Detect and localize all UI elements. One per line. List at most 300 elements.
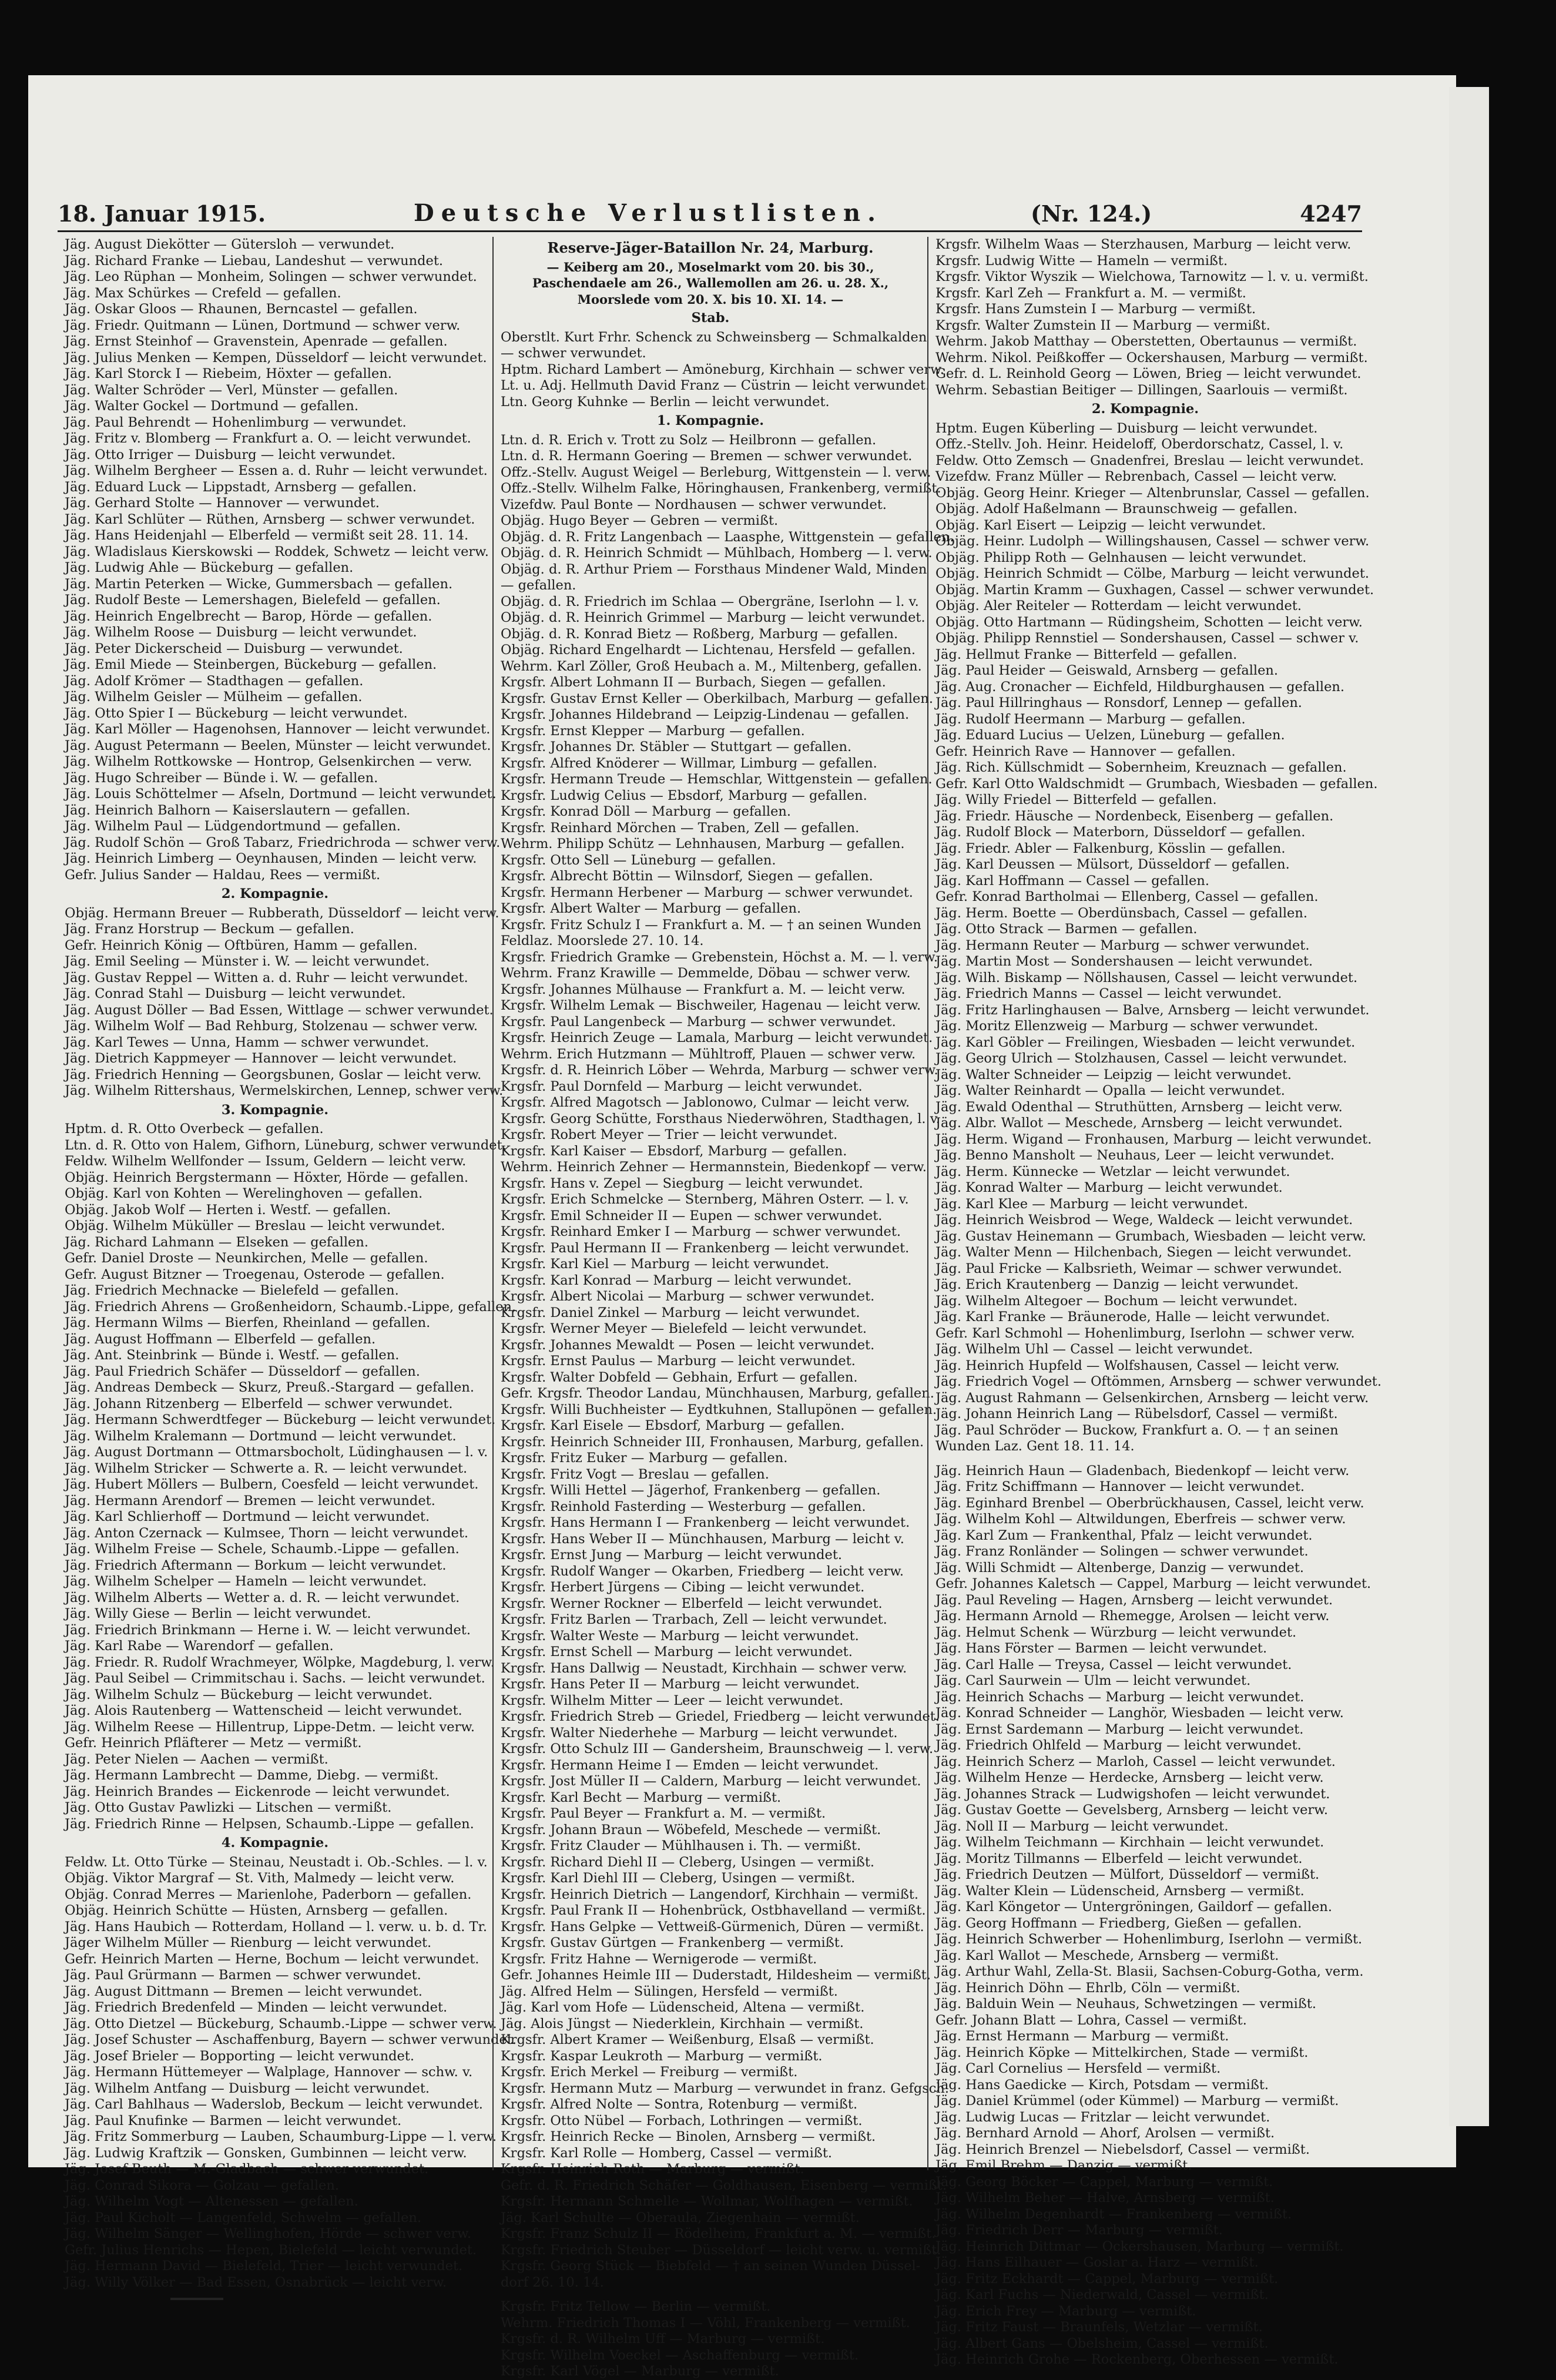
casualty-entry: Jäg. Paul Reveling — Hagen, Arnsberg — leicht verwundet.	[935, 1592, 1333, 1608]
casualty-entry: Jäg. Karl Storck I — Riebeim, Höxter — gefallen.	[65, 366, 392, 381]
casualty-entry: Jäg. Herm. Künnecke — Wetzlar — leicht verwundet.	[935, 1164, 1290, 1179]
casualty-entry: Feldw. Otto Zemsch — Gnadenfrei, Breslau — leicht verwundet.	[935, 452, 1364, 468]
casualty-entry: Gefr. Heinrich König — Oftbüren, Hamm — gefallen.	[65, 937, 418, 953]
casualty-entry: Jäg. Walter Reinhardt — Opalla — leicht verwundet.	[935, 1083, 1285, 1098]
casualty-entry: Krgsfr. Paul Frank II — Hohenbrück, Ostbhavelland — vermißt.	[501, 1903, 926, 1918]
casualty-entry: Objäg. Heinr. Ludolph — Willingshausen, Cassel — schwer verw.	[935, 534, 1370, 549]
casualty-entry: Objäg. Jakob Wolf — Herten i. Westf. — gefallen.	[65, 1202, 391, 1218]
casualty-entry: Wehrm. Friedrich Thomas I — Vöhl, Frankenberg — vermißt.	[501, 2315, 910, 2331]
casualty-entry: Krgsfr. Rudolf Wanger — Okarben, Friedberg — leicht verw.	[501, 1563, 904, 1579]
casualty-entry: Krgsfr. Alfred Knöderer — Willmar, Limburg — gefallen.	[501, 755, 877, 771]
casualty-entry: Jäg. Martin Most — Sondershausen — leicht verwundet.	[935, 954, 1313, 969]
casualty-entry: dorf 26. 10. 14.	[501, 2274, 604, 2290]
casualty-entry: Krgsfr. d. R. Heinrich Löber — Wehrda, Marburg — schwer verw.	[501, 1062, 938, 1078]
casualty-entry: Gefr. Krgsfr. Theodor Landau, Münchhausen, Marburg, gefallen.	[501, 1386, 934, 1401]
section-subheading: — Keiberg am 20., Moselmarkt vom 20. bis 30., Paschendaele am 26., Wallemollen am 26. u. 28. X., Moorslede vom 20. X. bis 10. XI. 14. —	[532, 259, 889, 307]
casualty-entry: Jäg. Willy Friedel — Bitterfeld — gefallen.	[935, 792, 1217, 807]
casualty-entry: Objäg. Philipp Roth — Gelnhausen — leicht verwundet.	[935, 549, 1307, 565]
casualty-entry: Krgsfr. Kaspar Leukroth — Marburg — vermißt.	[501, 2048, 823, 2064]
section-heading: Reserve-Jäger-Bataillon Nr. 24, Marburg.	[547, 239, 874, 256]
casualty-entry: Jäg. Albert Gans — Obelsheim, Cassel — vermißt.	[935, 2335, 1269, 2351]
casualty-entry: Vizefdw. Franz Müller — Rebrenbach, Cassel — leicht verw.	[935, 469, 1337, 484]
casualty-entry: Jäg. Karl Möller — Hagenohsen, Hannover — leicht verwundet.	[65, 722, 491, 737]
casualty-entry: Objäg. Hugo Beyer — Gebren — vermißt.	[501, 513, 779, 528]
casualty-entry: Krgsfr. Karl Kaiser — Ebsdorf, Marburg — gefallen.	[501, 1143, 847, 1159]
casualty-entry: Krgsfr. Reinhard Emker I — Marburg — schwer verwundet.	[501, 1224, 901, 1239]
casualty-entry: Krgsfr. Fritz Vogt — Breslau — gefallen.	[501, 1466, 769, 1482]
casualty-entry: Jäg. Erich Krautenberg — Danzig — leicht verwundet.	[935, 1277, 1299, 1292]
casualty-entry: Jäg. Wilhelm Henze — Herdecke, Arnsberg — leicht verw.	[935, 1770, 1324, 1785]
casualty-entry: Offz.-Stellv. Joh. Heinr. Heideloff, Oberdorschatz, Cassel, l. v.	[935, 437, 1344, 452]
casualty-entry: Jäg. Wilhelm Sänger — Wellinghofen, Hörde — schwer verw.	[65, 2226, 472, 2241]
casualty-entry: Jäg. Rudolf Beste — Lemershagen, Bielefeld — gefallen.	[65, 592, 441, 608]
casualty-entry: Krgsfr. Karl Konrad — Marburg — leicht verwundet.	[501, 1272, 852, 1288]
casualty-entry: Jäg. Heinrich Schachs — Marburg — leicht verwundet.	[935, 1689, 1305, 1705]
casualty-entry: Jäg. Ernst Hermann — Marburg — vermißt.	[935, 2029, 1229, 2044]
casualty-entry: Jäg. Friedrich Deutzen — Mülfort, Düsseldorf — vermißt.	[935, 1867, 1320, 1882]
casualty-entry: Jäg. Otto Irriger — Duisburg — leicht verwundet.	[65, 447, 396, 462]
section-heading: 1. Kompagnie.	[656, 413, 764, 428]
casualty-entry: Krgsfr. Werner Rockner — Elberfeld — leicht verwundet.	[501, 1595, 883, 1611]
casualty-entry: Jäg. Georg Böcker — Cappel, Marburg — vermißt.	[935, 2174, 1273, 2190]
casualty-entry: Gefr. Karl Schmohl — Hohenlimburg, Iserlohn — schwer verw.	[935, 1325, 1355, 1341]
casualty-entry: Jäg. Alois Jüngst — Niederklein, Kirchhain — vermißt.	[501, 2016, 864, 2032]
casualty-entry: Krgsfr. Ludwig Witte — Hameln — vermißt.	[935, 253, 1228, 269]
casualty-entry: Jäg. Carl Bahlhaus — Waderslob, Beckum — leicht verwundet.	[65, 2097, 483, 2112]
casualty-entry: Jäg. Eginhard Brenbel — Oberbrückhausen, Cassel, leicht verw.	[935, 1495, 1364, 1511]
casualty-entry: Jäg. Aug. Cronacher — Eichfeld, Hildburghausen — gefallen.	[935, 679, 1345, 695]
casualty-entry: Jäg. Heinrich Limberg — Oeynhausen, Minden — leicht verw.	[65, 851, 477, 866]
casualty-entry: Jäg. Friedrich Derr — Marburg — vermißt.	[935, 2223, 1223, 2238]
casualty-entry: Jäg. Arthur Wahl, Zella-St. Blasii, Sachsen-Coburg-Gotha, verm.	[935, 1964, 1364, 1979]
section-heading: 4. Kompagnie.	[221, 1835, 329, 1851]
casualty-entry: Jäg. Paul Hillringhaus — Ronsdorf, Lennep — gefallen.	[935, 695, 1302, 710]
casualty-entry: Krgsfr. Hermann Heime I — Emden — leicht verwundet.	[501, 1757, 879, 1773]
casualty-entry: Jäg. Karl Schulte — Oberaula, Ziegenhain — vermißt.	[501, 2210, 860, 2225]
column-3	[927, 237, 1381, 2367]
casualty-entry: Krgsfr. Friedrich Steuber — Düsseldorf — leicht verw. u. vermißt.	[501, 2242, 941, 2258]
casualty-entry: Jäg. Otto Spier I — Bückeburg — leicht verwundet.	[65, 705, 408, 721]
casualty-entry: Ltn. Georg Kuhnke — Berlin — leicht verwundet.	[501, 394, 830, 410]
casualty-entry: Jäg. Rich. Küllschmidt — Sobernheim, Kreuznach — gefallen.	[935, 760, 1347, 775]
casualty-entry: Krgsfr. Fritz Schulz I — Frankfurt a. M. — † an seinen Wunden	[501, 917, 921, 933]
casualty-entry: Jäg. August Rahmann — Gelsenkirchen, Arnsberg — leicht verw.	[935, 1390, 1369, 1406]
casualty-entry: Jäg. Carl Cornelius — Hersfeld — vermißt.	[935, 2061, 1221, 2076]
casualty-entry: Jäg. Friedrich Mechnacke — Bielefeld — gefallen.	[65, 1283, 399, 1298]
casualty-entry: Objäg. d. R. Friedrich im Schlaa — Obergräne, Iserlohn — l. v.	[501, 594, 919, 609]
casualty-entry: Jäg. Paul Kicholt — Langenfeld, Schwelm — gefallen.	[65, 2210, 422, 2225]
casualty-entry: Offz.-Stellv. Wilhelm Falke, Höringhausen, Frankenberg, vermißt.	[501, 481, 941, 496]
casualty-entry: Krgsfr. Alfred Nolte — Sontra, Rotenburg — vermißt.	[501, 2097, 858, 2112]
casualty-entry: Jäg. Walter Schröder — Verl, Münster — gefallen.	[65, 382, 398, 398]
casualty-entry: Jäg. Wilhelm Kralemann — Dortmund — leicht verwundet.	[65, 1428, 457, 1444]
casualty-entry: Objäg. Karl Eisert — Leipzig — leicht verwundet.	[935, 517, 1266, 533]
casualty-entry: Gefr. Heinrich Marten — Herne, Bochum — leicht verwundet.	[65, 1951, 479, 1967]
casualty-entry: Krgsfr. Hans Hermann I — Frankenberg — leicht verwundet.	[501, 1515, 910, 1530]
casualty-entry: Krgsfr. Karl Zeh — Frankfurt a. M. — vermißt.	[935, 285, 1246, 301]
column-1	[58, 237, 517, 2290]
casualty-entry: Jäg. Eduard Luck — Lippstadt, Arnsberg — gefallen.	[65, 479, 417, 495]
casualty-entry: Objäg. d. R. Konrad Bietz — Roßberg, Marburg — gefallen.	[501, 626, 898, 642]
casualty-entry: Krgsfr. Paul Beyer — Frankfurt a. M. — vermißt.	[501, 1806, 826, 1821]
casualty-entry: Krgsfr. Albert Kramer — Weißenburg, Elsaß — vermißt.	[501, 2032, 874, 2047]
casualty-entry: Krgsfr. Erich Merkel — Freiburg — vermißt.	[501, 2064, 798, 2080]
casualty-entry: Objäg. Georg Heinr. Krieger — Altenbrunslar, Cassel — gefallen.	[935, 485, 1370, 501]
casualty-entry: Jäg. Wilhelm Vogt — Altenessen — gefallen.	[65, 2194, 358, 2209]
casualty-entry: Krgsfr. Franz Schulz II — Rödelheim, Frankfurt a. M. — vermißt.	[501, 2226, 936, 2241]
casualty-entry: Jäg. Karl Schlierhoff — Dortmund — leicht verwundet.	[65, 1509, 430, 1524]
casualty-entry: Krgsfr. Karl Eisele — Ebsdorf, Marburg — gefallen.	[501, 1418, 845, 1433]
casualty-entry: Jäg. Peter Nielen — Aachen — vermißt.	[65, 1751, 328, 1767]
casualty-entry: Wehrm. Karl Zöller, Groß Heubach a. M., Miltenberg, gefallen.	[501, 658, 922, 674]
casualty-entry: Jäg. Max Schürkes — Crefeld — gefallen.	[65, 285, 341, 301]
casualty-entry: Jäg. Hugo Schreiber — Bünde i. W. — gefallen.	[65, 770, 378, 786]
casualty-entry: Objäg. d. R. Heinrich Schmidt — Mühlbach, Homberg — l. verw.	[501, 545, 933, 561]
casualty-entry: Jäg. Ludwig Ahle — Bückeburg — gefallen.	[65, 560, 354, 575]
casualty-entry: Jäg. Moritz Ellenzweig — Marburg — schwer verwundet.	[935, 1018, 1319, 1034]
casualty-entry: Krgsfr. Walter Weste — Marburg — leicht verwundet.	[501, 1628, 859, 1644]
casualty-entry: Jäg. Ernst Sardemann — Marburg — leicht verwundet.	[935, 1721, 1304, 1737]
casualty-entry: Jäg. Rudolf Schön — Groß Tabarz, Friedrichroda — schwer verw.	[65, 834, 501, 850]
casualty-entry: Krgsfr. Werner Meyer — Bielefeld — leicht verwundet.	[501, 1321, 867, 1336]
casualty-entry: Jäg. Friedrich Ohlfeld — Marburg — leicht verwundet.	[935, 1738, 1302, 1753]
casualty-entry: Objäg. d. R. Heinrich Grimmel — Marburg — leicht verwundet.	[501, 610, 925, 625]
casualty-entry: Jäg. Wilhelm Degenhardt — Frankenberg — vermißt.	[935, 2206, 1292, 2222]
section-heading: 2. Kompagnie.	[1091, 401, 1199, 417]
casualty-entry: Jäg. Louis Schöttelmer — Afseln, Dortmund — leicht verwundet.	[65, 786, 497, 802]
casualty-entry: Jäg. Richard Franke — Liebau, Landeshut — verwundet.	[65, 253, 444, 269]
casualty-entry: Jäg. Walter Gockel — Dortmund — gefallen.	[65, 398, 358, 414]
casualty-entry: Jäg. Hans Förster — Barmen — leicht verwundet.	[935, 1641, 1267, 1656]
casualty-entry: Jäg. Wilhelm Alberts — Wetter a. d. R. — leicht verwundet.	[65, 1590, 460, 1605]
casualty-entry: Jäg. Ludwig Kraftzik — Gonsken, Gumbinnen — leicht verw.	[65, 2145, 467, 2161]
casualty-entry: Jäg. Wilhelm Kohl — Altwildungen, Eberfreis — schwer verw.	[935, 1511, 1346, 1527]
casualty-entry: Krgsfr. Fritz Tellow — Berlin — vermißt.	[501, 2299, 771, 2314]
casualty-entry: Gefr. d. L. Reinhold Georg — Löwen, Brieg — leicht verwundet.	[935, 366, 1362, 381]
casualty-entry: Jäg. August Dittmann — Bremen — leicht verwundet.	[65, 1983, 422, 1999]
casualty-entry: Krgsfr. Walter Niederhehe — Marburg — leicht verwundet.	[501, 1725, 898, 1741]
casualty-entry: Jäg. Herm. Boette — Oberdünsbach, Cassel — gefallen.	[935, 905, 1307, 921]
casualty-entry: Jäg. Fritz Schiffmann — Hannover — leicht verwundet.	[935, 1479, 1305, 1494]
casualty-entry: Krgsfr. Karl Rolle — Homberg, Cassel — vermißt.	[501, 2145, 833, 2161]
casualty-entry: Krgsfr. d. R. Wilhelm Uff — Marburg — vermißt.	[501, 2331, 825, 2347]
casualty-entry: Jäg. Fritz Harlinghausen — Balve, Arnsberg — leicht verwundet.	[935, 1002, 1370, 1018]
casualty-entry: Jäg. Friedrich Ahrens — Großenheidorn, Schaumb.-Lippe, gefallen.	[65, 1299, 517, 1315]
casualty-entry: Jäg. Gustav Goette — Gevelsberg, Arnsberg — leicht verw.	[935, 1802, 1328, 1818]
casualty-entry: Jäg. Wilhelm Rittershaus, Wermelskirchen, Lennep, schwer verw.	[65, 1083, 504, 1098]
casualty-entry: Jäg. Franz Ronländer — Solingen — schwer verwundet.	[935, 1544, 1309, 1559]
casualty-entry: Krgsfr. Albert Lohmann II — Burbach, Siegen — gefallen.	[501, 675, 886, 690]
casualty-entry: Jäg. Wilhelm Wolf — Bad Rehburg, Stolzenau — schwer verw.	[65, 1018, 478, 1034]
casualty-entry: Jäg. Balduin Wein — Neuhaus, Schwetzingen — vermißt.	[935, 1996, 1317, 2012]
casualty-entry: Jäg. Ludwig Lucas — Fritzlar — leicht verwundet.	[935, 2109, 1270, 2125]
casualty-entry: Jäg. Franz Horstrup — Beckum — gefallen.	[65, 921, 354, 937]
casualty-entry: Krgsfr. Alfred Magotsch — Jablonowo, Culmar — leicht verw.	[501, 1095, 910, 1110]
spacer	[935, 1455, 1355, 1463]
casualty-entry: Krgsfr. Paul Hermann II — Frankenberg — leicht verwundet.	[501, 1240, 910, 1256]
casualty-entry: Gefr. Julius Sander — Haldau, Rees — vermißt.	[65, 867, 381, 883]
casualty-entry: Jäg. Friedrich Henning — Georgsbunen, Goslar — leicht verw.	[65, 1067, 482, 1082]
casualty-entry: Hptm. d. R. Otto Overbeck — gefallen.	[65, 1121, 324, 1137]
casualty-entry: Jäg. Wilhelm Reese — Hillentrup, Lippe-Detm. — leicht verw.	[65, 1719, 475, 1735]
casualty-entry: Krgsfr. Karl Kiel — Marburg — leicht verwundet.	[501, 1256, 830, 1272]
column-2	[492, 237, 954, 2379]
casualty-entry: Krgsfr. Reinhold Fasterding — Westerburg — gefallen.	[501, 1499, 866, 1514]
casualty-entry: Jäg. Fritz Sommerburg — Lauben, Schaumburg-Lippe — l. verw.	[65, 2129, 497, 2144]
casualty-entry: Krgsfr. Johannes Mewaldt — Posen — leicht verwundet.	[501, 1337, 875, 1353]
casualty-entry: Gefr. Johannes Heimle III — Duderstadt, Hildesheim — vermißt.	[501, 1967, 931, 1983]
casualty-entry: Gefr. Konrad Bartholmai — Ellenberg, Cassel — gefallen.	[935, 889, 1319, 904]
casualty-entry: Jäg. Konrad Schneider — Langhör, Wiesbaden — leicht verw.	[935, 1705, 1344, 1721]
casualty-entry: Jäg. Friedrich Aftermann — Borkum — leicht verwundet.	[65, 1557, 447, 1573]
casualty-entry: Jäg. Martin Peterken — Wicke, Gummersbach — gefallen.	[65, 576, 453, 592]
casualty-entry: Jäg. Wilhelm Bergheer — Essen a. d. Ruhr — leicht verwundet.	[65, 463, 488, 478]
casualty-entry: Krgsfr. Ernst Jung — Marburg — leicht verwundet.	[501, 1547, 843, 1563]
casualty-entry: Wehrm. Heinrich Zehner — Hermannstein, Biedenkopf — verw.	[501, 1159, 927, 1175]
casualty-entry: Objäg. Adolf Haßelmann — Braunschweig — gefallen.	[935, 501, 1298, 517]
casualty-entry: Jäg. Friedr. Häusche — Nordenbeck, Eisenberg — gefallen.	[935, 808, 1334, 824]
casualty-entry: Wunden Laz. Gent 18. 11. 14.	[935, 1439, 1135, 1454]
casualty-entry: Jäg. Rudolf Heermann — Marburg — gefallen.	[935, 711, 1246, 727]
casualty-entry: Krgsfr. Viktor Wyszik — Wielchowa, Tarnowitz — l. v. u. vermißt.	[935, 269, 1369, 284]
casualty-entry: Jäg. Otto Gustav Pawlizki — Litschen — vermißt.	[65, 1800, 392, 1815]
casualty-entry: Krgsfr. Emil Schneider II — Eupen — schwer verwundet.	[501, 1208, 883, 1223]
casualty-entry: Krgsfr. Robert Meyer — Trier — leicht verwundet.	[501, 1127, 838, 1142]
casualty-entry: Krgsfr. Johannes Hildebrand — Leipzig-Lindenau — gefallen.	[501, 707, 910, 722]
casualty-entry: Krgsfr. Ernst Paulus — Marburg — leicht verwundet.	[501, 1353, 856, 1369]
casualty-entry: Jäg. Paul Behrendt — Hohenlimburg — verwundet.	[65, 414, 407, 430]
casualty-entry: Objäg. Heinrich Schütte — Hüsten, Arnsberg — gefallen.	[65, 1903, 448, 1918]
casualty-entry: Krgsfr. Walter Zumstein II — Marburg — vermißt.	[935, 317, 1270, 333]
casualty-entry: Objäg. Aler Reiteler — Rotterdam — leicht verwundet.	[935, 598, 1302, 614]
casualty-entry: Jäg. Wilhelm Altegoer — Bochum — leicht verwundet.	[935, 1293, 1298, 1309]
casualty-entry: Objäg. Heinrich Schmidt — Cölbe, Marburg — leicht verwundet.	[935, 566, 1370, 581]
casualty-entry: Jäg. Wilhelm Stricker — Schwerte a. R. — leicht verwundet.	[65, 1460, 468, 1476]
casualty-entry: Jäg. Wilhelm Freise — Schele, Schaumb.-Lippe — gefallen.	[65, 1541, 460, 1557]
casualty-entry: Krgsfr. Ernst Schell — Marburg — leicht verwundet.	[501, 1644, 853, 1660]
casualty-entry: Krgsfr. Georg Stück — Biebfeld — † an seinen Wunden Düssel-	[501, 2258, 921, 2274]
casualty-entry: Krgsfr. Gustav Gürtgen — Frankenberg — vermißt.	[501, 1935, 844, 1950]
casualty-entry: Jäg. Josef Brieler — Bopporting — leicht verwundet.	[65, 2048, 414, 2064]
casualty-entry: Jäg. Paul Seibel — Crimmitschau i. Sachs. — leicht verwundet.	[65, 1671, 485, 1686]
casualty-entry: Jäg. Karl Wallot — Meschede, Arnsberg — vermißt.	[935, 1947, 1279, 1963]
casualty-entry: Jäg. August Diekötter — Gütersloh — verwundet.	[65, 237, 395, 252]
casualty-entry: Krgsfr. Hans Peter II — Marburg — leicht verwundet.	[501, 1677, 860, 1692]
casualty-entry: Jäg. Fritz Eckhardt — Cappel, Marburg — vermißt.	[935, 2271, 1279, 2287]
section-heading: Stab.	[691, 310, 730, 326]
casualty-entry: Jäg. Konrad Walter — Marburg — leicht verwundet.	[935, 1180, 1283, 1195]
casualty-entry: Krgsfr. Hermann Treude — Hemschlar, Wittgenstein — gefallen.	[501, 772, 933, 787]
casualty-entry: Jäg. Karl Fuchs — Niederwald, Cassel — vermißt.	[935, 2287, 1269, 2302]
casualty-entry: Wehrm. Erich Hutzmann — Mühltroff, Plauen — schwer verw.	[501, 1046, 916, 1062]
casualty-entry: Krgsfr. Hermann Schmelle — Wollmar, Wolfhagen — vermißt.	[501, 2194, 913, 2209]
casualty-entry: Jäg. Hans Eilhauer — Goslar a. Harz — vermißt.	[935, 2255, 1259, 2270]
casualty-entry: Krgsfr. Heinrich Schneider III, Fronhausen, Marburg, gefallen.	[501, 1434, 924, 1450]
casualty-entry: Jäg. Heinrich Hupfeld — Wolfshausen, Cassel — leicht verw.	[935, 1357, 1340, 1373]
casualty-entry: Jäg. Emil Brehm — Danzig — vermißt.	[935, 2158, 1192, 2173]
casualty-entry: Gefr. Julius Henrichs — Hepen, Bielefeld — leicht verwundet.	[65, 2242, 477, 2258]
casualty-entry: Jäg. Conrad Stahl — Duisburg — leicht verwundet.	[65, 986, 406, 1001]
casualty-entry: Jäg. Ernst Steinhof — Gravenstein, Apenrade — gefallen.	[65, 334, 448, 349]
casualty-entry: Jäg. Heinrich Grohe — Rockenberg, Oberhessen — vermißt.	[935, 2352, 1339, 2367]
casualty-entry: Jäg. August Döller — Bad Essen, Wittlage — schwer verwundet.	[65, 1002, 494, 1018]
casualty-entry: Krgsfr. Hermann Herbener — Marburg — schwer verwundet.	[501, 884, 913, 900]
casualty-entry: Jäg. Anton Czernack — Kulmsee, Thorn — leicht verwundet.	[65, 1525, 469, 1541]
casualty-entry: Krgsfr. Willi Hettel — Jägerhof, Frankenberg — gefallen.	[501, 1483, 881, 1498]
casualty-entry: Jäg. Hermann Arnold — Rhemegge, Arolsen — leicht verw.	[935, 1608, 1330, 1624]
casualty-entry: Jäg. Noll II — Marburg — leicht verwundet.	[935, 1818, 1229, 1834]
casualty-entry: Ltn. d. R. Otto von Halem, Gifhorn, Lüneburg, schwer verwundet.	[65, 1137, 507, 1153]
casualty-entry: Jäg. Wilhelm Schelper — Hameln — leicht verwundet.	[65, 1574, 427, 1589]
casualty-entry: Jäg. Heinrich Köpke — Mittelkirchen, Stade — vermißt.	[935, 2044, 1309, 2060]
casualty-entry: Krgsfr. Wilhelm Voeckel — Aschaffenburg — vermißt.	[501, 2347, 859, 2363]
newspaper-page	[28, 75, 1456, 2379]
casualty-entry: Krgsfr. Albert Nicolai — Marburg — schwer verwundet.	[501, 1289, 875, 1304]
casualty-entry: Jäg. Wilhelm Schulz — Bückeburg — leicht verwundet.	[65, 1687, 432, 1702]
casualty-entry: Krgsfr. Fritz Clauder — Mühlhausen i. Th. — vermißt.	[501, 1838, 861, 1853]
casualty-entry: Jäg. Wilhelm Roose — Duisburg — leicht verwundet.	[65, 625, 417, 640]
casualty-entry: Krgsfr. Erich Schmelcke — Sternberg, Mähren Osterr. — l. v.	[501, 1192, 909, 1207]
casualty-entry: Wehrm. Nikol. Peißkoffer — Ockershausen, Marburg — vermißt.	[935, 350, 1368, 366]
casualty-entry: — schwer verwundet.	[501, 346, 646, 361]
casualty-entry: Jäg. Josef Schuster — Aschaffenburg, Bayern — schwer verwundet.	[65, 2032, 517, 2047]
casualty-entry: Jäg. Oskar Gloos — Rhaunen, Berncastel — gefallen.	[65, 301, 418, 317]
casualty-entry: Jäg. Walter Menn — Hilchenbach, Siegen — leicht verwundet.	[935, 1245, 1352, 1260]
casualty-entry: Jäg. Karl vom Hofe — Lüdenscheid, Altena — vermißt.	[501, 2000, 865, 2015]
casualty-entry: Jäg. Heinrich Brandes — Eickenrode — leicht verwundet.	[65, 1784, 450, 1799]
casualty-entry: Jäg. Karl Rabe — Warendorf — gefallen.	[65, 1638, 334, 1654]
casualty-entry: Jäg. Fritz Faust — Braunfels, Wetzlar — vermißt.	[935, 2319, 1263, 2335]
casualty-entry: Jäg. Friedrich Manns — Cassel — leicht verwundet.	[935, 986, 1282, 1001]
casualty-entry: Jäg. Heinrich Weisbrod — Wege, Waldeck — leicht verwundet.	[935, 1212, 1353, 1228]
casualty-entry: Krgsfr. Walter Dobfeld — Gebhain, Erfurt — gefallen.	[501, 1369, 858, 1385]
casualty-entry: Jäg. Herm. Wigand — Fronhausen, Marburg — leicht verwundet.	[935, 1131, 1372, 1147]
text-columns	[58, 237, 1381, 2379]
casualty-entry: Jäg. Hermann Reuter — Marburg — schwer verwundet.	[935, 937, 1310, 953]
casualty-entry: Wehrm. Sebastian Beitiger — Dillingen, Saarlouis — vermißt.	[935, 382, 1348, 398]
casualty-entry: Jäg. Heinrich Balhorn — Kaiserslautern — gefallen.	[65, 802, 411, 818]
issue-number: (Nr. 124.)	[1031, 200, 1152, 227]
page-number: 4247	[1300, 200, 1362, 227]
casualty-entry: Jäg. Emil Seeling — Münster i. W. — leicht verwundet.	[65, 954, 430, 969]
spacer	[501, 2291, 920, 2299]
casualty-entry: Krgsfr. Jost Müller II — Caldern, Marburg — leicht verwundet.	[501, 1774, 921, 1789]
casualty-entry: Krgsfr. Albrecht Böttin — Wilnsdorf, Siegen — gefallen.	[501, 869, 873, 884]
casualty-entry: Hptm. Richard Lambert — Amöneburg, Kirchhain — schwer verw.	[501, 361, 944, 377]
casualty-entry: Jäg. Eduard Lucius — Uelzen, Lüneburg — gefallen.	[935, 728, 1285, 743]
casualty-entry: Krgsfr. Karl Diehl III — Cleberg, Usingen — vermißt.	[501, 1871, 856, 1886]
casualty-entry: Jäg. Heinrich Scherz — Marloh, Cassel — leicht verwundet.	[935, 1754, 1336, 1769]
casualty-entry: Krgsfr. Ernst Klepper — Marburg — gefallen.	[501, 723, 805, 739]
casualty-entry: Gefr. Daniel Droste — Neunkirchen, Melle — gefallen.	[65, 1251, 428, 1266]
casualty-entry: Krgsfr. Wilhelm Waas — Sterzhausen, Marburg — leicht verw.	[935, 237, 1352, 252]
casualty-entry: Jäg. Friedr. Quitmann — Lünen, Dortmund — schwer verw.	[65, 317, 461, 333]
casualty-entry: Krgsfr. Heinrich Recke — Binolen, Arnsberg — vermißt.	[501, 2129, 876, 2144]
casualty-entry: Krgsfr. Otto Schulz III — Gandersheim, Braunschweig — l. verw.	[501, 1741, 934, 1756]
casualty-entry: Jäg. August Petermann — Beelen, Münster — leicht verwundet.	[65, 738, 491, 753]
casualty-entry: Krgsfr. Fritz Hahne — Wernigerode — vermißt.	[501, 1951, 817, 1967]
end-rule	[170, 2298, 223, 2300]
casualty-entry: Vizefdw. Paul Bonte — Nordhausen — schwer verwundet.	[501, 497, 887, 512]
casualty-entry: Jäg. Karl Deussen — Mülsort, Düsseldorf — gefallen.	[935, 857, 1290, 872]
casualty-entry: Jäg. Richard Lahmann — Elseken — gefallen.	[65, 1234, 369, 1250]
casualty-entry: Objäg. Karl von Kohten — Werelinghoven — gefallen.	[65, 1186, 423, 1201]
casualty-entry: Jäg. Wilhelm Teichmann — Kirchhain — leicht verwundet.	[935, 1835, 1324, 1850]
casualty-entry: Jäg. Karl Hoffmann — Cassel — gefallen.	[935, 873, 1210, 889]
casualty-entry: — gefallen.	[501, 578, 576, 593]
casualty-entry: Jäg. Heinrich Dittmar — Ockershausen, Marburg — vermißt.	[935, 2238, 1344, 2254]
casualty-entry: Krgsfr. Hans Weber II — Münchhausen, Marburg — leicht v.	[501, 1531, 904, 1547]
casualty-entry: Jäg. Wilhelm Antfang — Duisburg — leicht verwundet.	[65, 2080, 430, 2096]
page-edge	[1449, 87, 1489, 2126]
casualty-entry: Jäg. Hermann Schwerdtfeger — Bückeburg — leicht verwundet.	[65, 1412, 496, 1427]
casualty-entry: Jäg. August Dortmann — Ottmarsbocholt, Lüdinghausen — l. v.	[65, 1444, 488, 1460]
casualty-entry: Jäg. Hermann Hüttemeyer — Walplage, Hannover — schw. v.	[65, 2064, 473, 2080]
casualty-entry: Krgsfr. Johann Braun — Wöbefeld, Meschede — vermißt.	[501, 1822, 881, 1838]
casualty-entry: Jäg. Georg Hoffmann — Friedberg, Gießen — gefallen.	[935, 1915, 1302, 1931]
casualty-entry: Krgsfr. Georg Schütte, Forsthaus Niederwöhren, Stadthagen, l. v.	[501, 1111, 940, 1127]
casualty-entry: Jäg. Otto Strack — Barmen — gefallen.	[935, 921, 1198, 937]
casualty-entry: Jäg. Peter Dickerscheid — Duisburg — verwundet.	[65, 641, 403, 656]
casualty-entry: Jäg. Heinrich Döhn — Ehrlb, Cöln — vermißt.	[935, 1980, 1240, 1996]
casualty-entry: Objäg. Wilhelm Müküller — Breslau — leicht verwundet.	[65, 1218, 445, 1233]
casualty-entry: Jäg. Bernhard Arnold — Ahorf, Arolsen — vermißt.	[935, 2126, 1275, 2141]
casualty-entry: Jäg. Friedr. R. Rudolf Wrachmeyer, Wölpke, Magdeburg, l. verw.	[65, 1654, 495, 1670]
casualty-entry: Jäg. Hermann Lambrecht — Damme, Diebg. — vermißt.	[65, 1768, 439, 1783]
casualty-entry: Feldw. Lt. Otto Türke — Steinau, Neustadt i. Ob.-Schles. — l. v.	[65, 1854, 488, 1870]
casualty-entry: Jäg. Paul Schröder — Buckow, Frankfurt a. O. — † an seinen	[935, 1422, 1339, 1438]
casualty-entry: Oberstlt. Kurt Frhr. Schenck zu Schweinsberg — Schmalkalden	[501, 329, 927, 345]
casualty-entry: Jäg. Paul Friedrich Schäfer — Düsseldorf — gefallen.	[65, 1363, 420, 1379]
casualty-entry: Jäg. Hans Heidenjahl — Elberfeld — vermißt seit 28. 11. 14.	[65, 528, 469, 543]
casualty-entry: Krgsfr. Hans Dallwig — Neustadt, Kirchhain — schwer verw.	[501, 1660, 907, 1676]
casualty-entry: Jäg. Andreas Dembeck — Skurz, Preuß.-Stargard — gefallen.	[65, 1380, 475, 1395]
casualty-entry: Gefr. Heinrich Rave — Hannover — gefallen.	[935, 743, 1236, 759]
casualty-entry: Jäg. Karl Göbler — Freilingen, Wiesbaden — leicht verwundet.	[935, 1034, 1356, 1050]
casualty-entry: Jäg. Gustav Heinemann — Grumbach, Wiesbaden — leicht verw.	[935, 1228, 1366, 1244]
casualty-entry: Jäg. Conrad Sikora — Golzau — gefallen.	[65, 2177, 339, 2193]
casualty-entry: Gefr. Karl Otto Waldschmidt — Grumbach, Wiesbaden — gefallen.	[935, 776, 1378, 792]
casualty-entry: Jäg. Walter Klein — Lüdenscheid, Arnsberg — vermißt.	[935, 1883, 1305, 1899]
casualty-entry: Krgsfr. Fritz Barlen — Trarbach, Zell — leicht verwundet.	[501, 1612, 887, 1627]
casualty-entry: Krgsfr. Heinrich Roth — Marburg — vermißt.	[501, 2161, 804, 2177]
casualty-entry: Jäg. Wladislaus Kierskowski — Roddek, Schwetz — leicht verw.	[65, 544, 489, 559]
casualty-entry: Jäg. Josef Beuth — M.-Gladbach — schwer verwundet.	[65, 2161, 429, 2177]
casualty-entry: Krgsfr. Konrad Döll — Marburg — gefallen.	[501, 804, 792, 819]
section-heading: 3. Kompagnie.	[221, 1102, 329, 1118]
casualty-entry: Jäg. Hermann David — Bielefeld, Trier — leicht verwundet.	[65, 2258, 463, 2274]
casualty-entry: Feldlaz. Moorslede 27. 10. 14.	[501, 933, 704, 948]
casualty-entry: Gefr. Heinrich Pfläfterer — Metz — vermißt.	[65, 1735, 362, 1751]
section-heading: 2. Kompagnie.	[221, 886, 329, 901]
casualty-entry: Jäg. Leo Rüphan — Monheim, Solingen — schwer verwundet.	[65, 269, 477, 284]
casualty-entry: Wehrm. Franz Krawille — Demmelde, Döbau — schwer verw.	[501, 966, 911, 981]
casualty-entry: Jäg. Johann Heinrich Lang — Rübelsdorf, Cassel — vermißt.	[935, 1406, 1338, 1422]
casualty-entry: Jäg. Friedrich Rinne — Helpsen, Schaumb.-Lippe — gefallen.	[65, 1816, 474, 1832]
casualty-entry: Jäg. Johannes Strack — Ludwigshofen — leicht verwundet.	[935, 1786, 1330, 1802]
casualty-entry: Jäg. Adolf Krömer — Stadthagen — gefallen.	[65, 673, 364, 689]
casualty-entry: Jäg. Carl Halle — Treysa, Cassel — leicht verwundet.	[935, 1657, 1292, 1672]
page-header	[58, 192, 1362, 232]
casualty-entry: Jäg. Paul Heider — Geiswald, Arnsberg — gefallen.	[935, 663, 1279, 678]
casualty-entry: Jäg. Albr. Wallot — Meschede, Arnsberg — leicht verwundet.	[935, 1115, 1343, 1131]
casualty-entry: Wehrm. Philipp Schütz — Lehnhausen, Marburg — gefallen.	[501, 836, 905, 852]
casualty-entry: Objäg. Richard Engelhardt — Lichtenau, Hersfeld — gefallen.	[501, 642, 916, 658]
casualty-entry: Objäg. Philipp Rennstiel — Sondershausen, Cassel — schwer v.	[935, 631, 1359, 646]
casualty-entry: Krgsfr. Fritz Euker — Marburg — gefallen.	[501, 1450, 788, 1466]
casualty-entry: Jäg. Paul Grürmann — Barmen — schwer verwundet.	[65, 1967, 421, 1983]
casualty-entry: Jäg. Heinrich Haun — Gladenbach, Biedenkopf — leicht verw.	[935, 1463, 1350, 1479]
